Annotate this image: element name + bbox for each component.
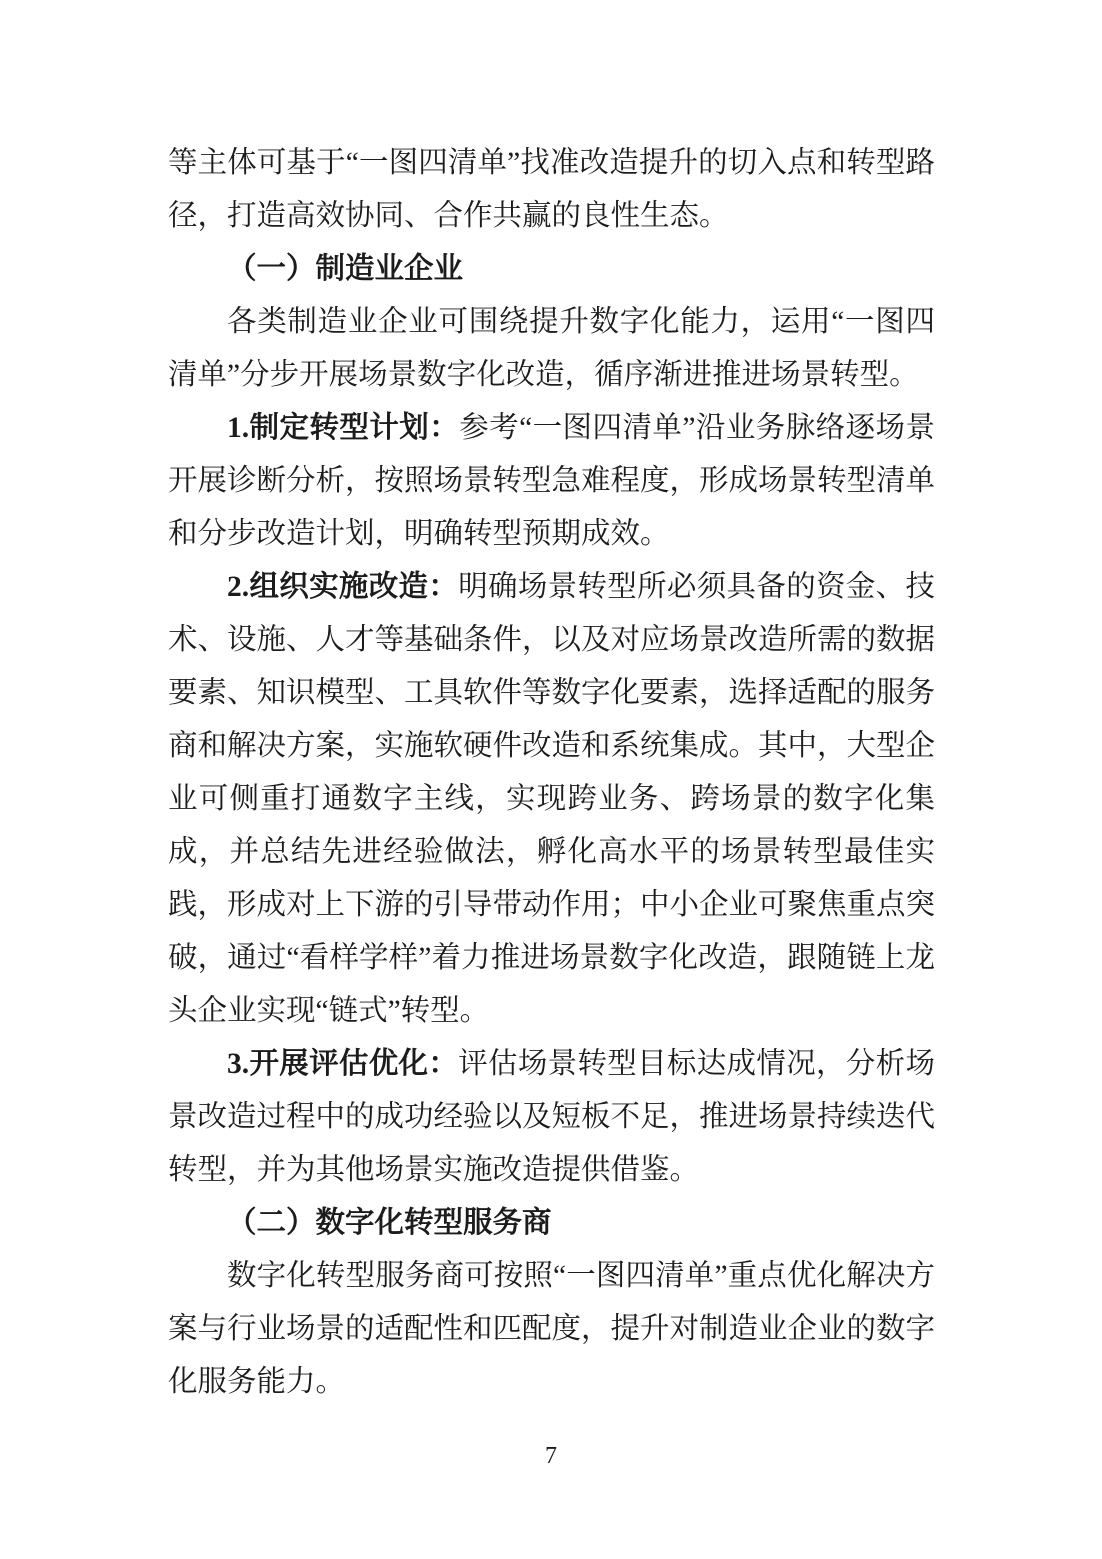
paragraph-item-implement (168, 561, 935, 1038)
paragraph-item-plan (168, 402, 935, 561)
item-evaluate-label: 3.开展评估优化： (227, 1048, 459, 1080)
item-evaluate-text: 评估场景转型目标达成情况，分析场景改造过程中的成功经验以及短板不足，推进场景持续迭代转型，并为其他场景实施改造提供借鉴。 (168, 1048, 936, 1186)
paragraph-intro-continuation: 等主体可基于“一图四清单”找准改造提升的切入点和转型路径，打造高效协同、合作共赢的良性生态。 (168, 147, 935, 232)
paragraph-section2-lead: 数字化转型服务商可按照“一图四清单”重点优化解决方案与行业场景的适配性和匹配度，提升对制造业企业的数字化服务能力。 (168, 1260, 936, 1398)
section-heading-dx-service-providers: （二）数字化转型服务商 (227, 1207, 552, 1239)
document-body (168, 137, 935, 1409)
item-implement-text: 明确场景转型所必须具备的资金、技术、设施、人才等基础条件，以及对应场景改造所需的数据要素、知识模型、工具软件等数字化要素，选择适配的服务商和解决方案，实施软硬件改造和系统集成。其中，大型企业可侧重打通数字主线，实现跨业务、跨场景的数字化集成，并总结先进经验做法，孵化高水平的场景转型最佳实践，形成对上下游的引导带动作用；中小企业可聚焦重点突破，通过“看样学样”着力推进场景数字化改造，跟随链上龙头企业实现“链式”转型。 (168, 571, 936, 1027)
paragraph-section1-lead: 各类制造业企业可围绕提升数字化能力，运用“一图四清单”分步开展场景数字化改造，循序渐进推进场景转型。 (168, 306, 935, 391)
paragraph-item-evaluate (168, 1038, 935, 1197)
page-number: 7 (545, 1443, 557, 1469)
item-plan-label: 1.制定转型计划： (227, 412, 460, 444)
item-plan-text: 参考“一图四清单”沿业务脉络逐场景开展诊断分析，按照场景转型急难程度，形成场景转型清单和分步改造计划，明确转型预期成效。 (168, 412, 936, 550)
item-implement-label: 2.组织实施改造： (227, 571, 459, 603)
section-heading-manufacturing-enterprises: （一）制造业企业 (227, 253, 464, 285)
